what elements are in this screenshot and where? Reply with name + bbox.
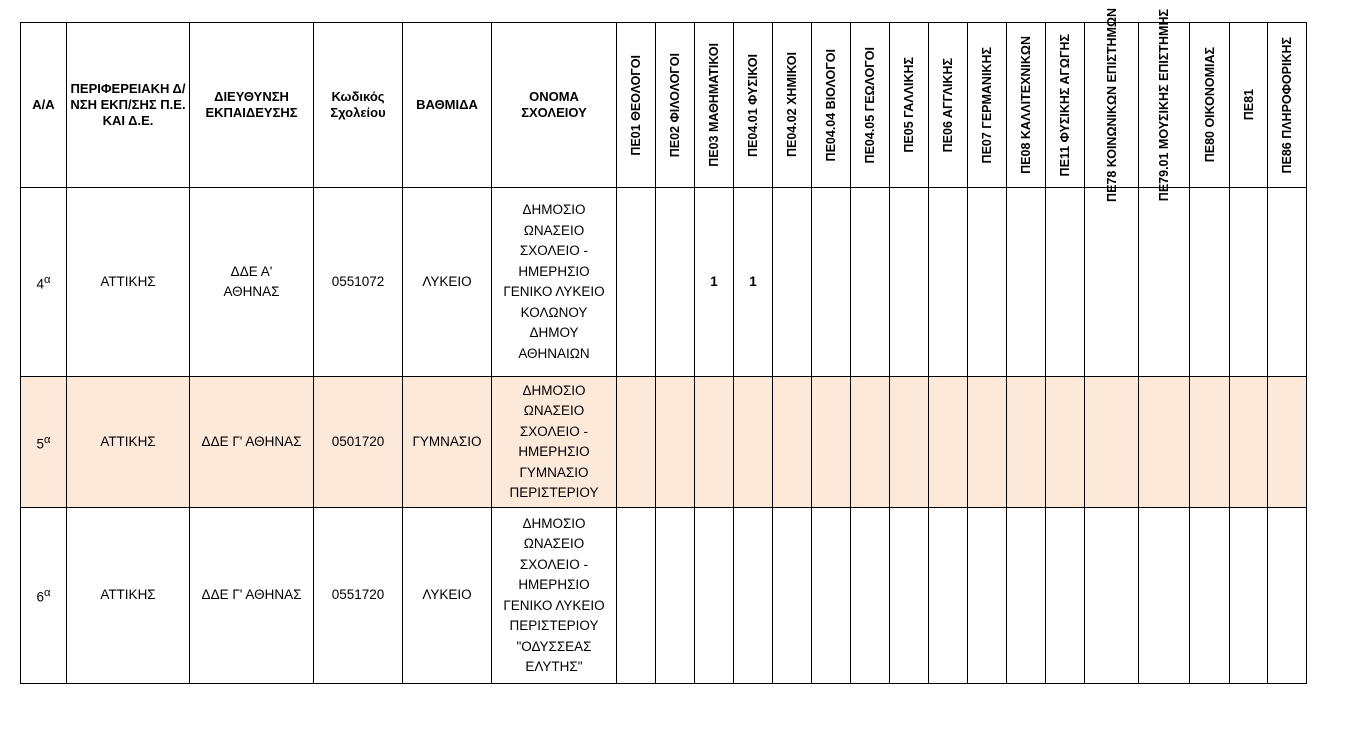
specialty-label: ΠΕ80 ΟΙΚΟΝΟΜΙΑΣ: [1202, 47, 1217, 163]
row-onoma: [492, 377, 617, 508]
count-cell: [890, 377, 929, 508]
row-vathmida: ΓΥΜΝΑΣΙΟ: [403, 377, 492, 508]
count-cell: [695, 377, 734, 508]
count-cell: [851, 188, 890, 377]
row-perifereia: ΑΤΤΙΚΗΣ: [67, 508, 190, 684]
count-cell: [1046, 377, 1085, 508]
row-kodikos: 0551072: [314, 188, 403, 377]
specialty-label: ΠΕ11 ΦΥΣΙΚΗΣ ΑΓΩΓΗΣ: [1058, 33, 1072, 177]
count-cell: [695, 508, 734, 684]
dieuthynsi-text: ΔΔΕ Α' ΑΘΗΝΑΣ: [223, 263, 280, 299]
specialty-label: ΠΕ78 ΚΟΙΝΩΝΙΚΩΝ ΕΠΙΣΤΗΜΩΝ: [1104, 8, 1119, 202]
count-cell: [1230, 188, 1268, 377]
header-specialty: [929, 23, 968, 188]
dieuthynsi-text: ΔΔΕ Γ' ΑΘΗΝΑΣ: [201, 587, 302, 603]
header-specialty: [851, 23, 890, 188]
count-cell: [734, 508, 773, 684]
count-cell: [929, 188, 968, 377]
specialty-label: ΠΕ06 ΑΓΓΛΙΚΗΣ: [941, 57, 955, 153]
count-cell: [1007, 377, 1046, 508]
header-specialty: [656, 23, 695, 188]
header-row: [21, 23, 1307, 188]
specialty-label: ΠΕ03 ΜΑΘΗΜΑΤΙΚΟΙ: [707, 43, 721, 167]
header-perifereia: [67, 23, 190, 188]
header-specialty: [968, 23, 1007, 188]
row-aa: [21, 188, 67, 377]
header-specialty: [1190, 23, 1230, 188]
count-cell: [968, 188, 1007, 377]
count-cell: [1085, 377, 1139, 508]
count-cell: [617, 508, 656, 684]
count-cell: [890, 188, 929, 377]
count-cell: 1: [695, 188, 734, 377]
aa-number: 5: [36, 436, 44, 451]
count-cell: 1: [734, 188, 773, 377]
aa-number: 4: [36, 276, 44, 291]
count-cell: [812, 188, 851, 377]
header-kodikos: [314, 23, 403, 188]
count-cell: [1230, 377, 1268, 508]
header-perifereia-text: ΠΕΡΙΦΕΡΕΙΑΚΗ Δ/ΝΣΗ ΕΚΠ/ΣΗΣ Π.Ε. ΚΑΙ Δ.Ε.: [70, 81, 186, 128]
count-cell: [968, 377, 1007, 508]
row-kodikos: 0551720: [314, 508, 403, 684]
row-onoma: [492, 508, 617, 684]
header-aa: Α/Α: [21, 23, 67, 188]
count-cell: [1085, 188, 1139, 377]
row-aa: [21, 377, 67, 508]
header-specialty: [1230, 23, 1268, 188]
header-dieuthynsi: [190, 23, 314, 188]
row-dieuthynsi: [190, 508, 314, 684]
specialty-label: ΠΕ79.01 ΜΟΥΣΙΚΗΣ ΕΠΙΣΤΗΜΗΣ: [1157, 8, 1171, 202]
specialty-label: ΠΕ04.04 ΒΙΟΛΟΓΟΙ: [824, 48, 838, 162]
count-cell: [1046, 508, 1085, 684]
count-cell: [851, 377, 890, 508]
count-cell: [773, 508, 812, 684]
count-cell: [968, 508, 1007, 684]
table-row: [21, 377, 1307, 508]
count-cell: [1190, 508, 1230, 684]
header-specialty: [812, 23, 851, 188]
specialty-label: ΠΕ04.05 ΓΕΩΛΟΓΟΙ: [863, 46, 877, 164]
header-dieuthynsi-text: ΔΙΕΥΘΥΝΣΗ ΕΚΠΑΙΔΕΥΣΗΣ: [205, 89, 298, 120]
count-cell: [851, 508, 890, 684]
row-vathmida: ΛΥΚΕΙΟ: [403, 508, 492, 684]
count-cell: [656, 508, 695, 684]
header-kodikos-text: Κωδικός Σχολείου: [330, 89, 386, 120]
header-specialty: [734, 23, 773, 188]
aa-suffix: α: [44, 433, 51, 446]
onoma-text: ΔΗΜΟΣΙΟ ΩΝΑΣΕΙΟ ΣΧΟΛΕΙΟ - ΗΜΕΡΗΣΙΟ ΓΕΝΙΚΟ ΛΥΚΕΙΟ ΚΟΛΩΝΟΥ ΔΗΜΟΥ ΑΘΗΝΑΙΩΝ: [503, 202, 605, 361]
specialty-label: ΠΕ86 ΠΛΗΡΟΦΟΡΙΚΗΣ: [1280, 36, 1294, 174]
count-cell: [773, 377, 812, 508]
row-dieuthynsi: [190, 188, 314, 377]
header-vathmida: ΒΑΘΜΙΔΑ: [403, 23, 492, 188]
count-cell: [812, 377, 851, 508]
header-specialty: [1085, 8, 1139, 202]
aa-suffix: α: [44, 273, 51, 286]
specialty-label: ΠΕ81: [1241, 89, 1256, 121]
count-cell: [617, 188, 656, 377]
header-onoma-text: ΟΝΟΜΑ ΣΧΟΛΕΙΟΥ: [521, 89, 587, 120]
row-vathmida: ΛΥΚΕΙΟ: [403, 188, 492, 377]
header-specialty: [773, 23, 812, 188]
aa-number: 6: [36, 589, 44, 605]
table-row: [21, 508, 1307, 684]
count-cell: [1268, 508, 1307, 684]
count-cell: [812, 508, 851, 684]
row-dieuthynsi: [190, 377, 314, 508]
count-cell: [1046, 188, 1085, 377]
count-cell: [1139, 508, 1190, 684]
count-cell: [1007, 188, 1046, 377]
header-specialty: [1007, 23, 1046, 188]
onoma-text: ΔΗΜΟΣΙΟ ΩΝΑΣΕΙΟ ΣΧΟΛΕΙΟ - ΗΜΕΡΗΣΙΟ ΓΕΝΙΚΟ ΛΥΚΕΙΟ ΠΕΡΙΣΤΕΡΙΟΥ "ΟΔΥΣΣΕΑΣ ΕΛΥΤΗΣ": [503, 515, 605, 674]
aa-suffix: α: [44, 587, 51, 599]
count-cell: [656, 377, 695, 508]
specialty-label: ΠΕ05 ΓΑΛΛΙΚΗΣ: [902, 57, 916, 153]
count-cell: [773, 188, 812, 377]
row-aa: [21, 508, 67, 684]
table-row: [21, 188, 1307, 377]
count-cell: [929, 508, 968, 684]
dieuthynsi-text: ΔΔΕ Γ' ΑΘΗΝΑΣ: [201, 433, 302, 449]
header-specialty: [1268, 23, 1307, 188]
count-cell: [1007, 508, 1046, 684]
specialty-label: ΠΕ08 ΚΑΛΛΙΤΕΧΝΙΚΩΝ: [1019, 36, 1033, 174]
header-specialty: [1139, 8, 1190, 202]
count-cell: [1139, 188, 1190, 377]
specialty-label: ΠΕ04.02 ΧΗΜΙΚΟΙ: [785, 52, 799, 158]
onoma-text: ΔΗΜΟΣΙΟ ΩΝΑΣΕΙΟ ΣΧΟΛΕΙΟ - ΗΜΕΡΗΣΙΟ ΓΥΜΝΑΣΙΟ ΠΕΡΙΣΤΕΡΙΟΥ: [509, 382, 599, 500]
count-cell: [1085, 508, 1139, 684]
header-specialty: [695, 23, 734, 188]
header-specialty: [890, 23, 929, 188]
header-specialty: [617, 23, 656, 188]
count-cell: [1139, 377, 1190, 508]
specialty-label: ΠΕ04.01 ΦΥΣΙΚΟΙ: [746, 53, 760, 157]
header-specialty: [1046, 23, 1085, 188]
count-cell: [1190, 188, 1230, 377]
count-cell: [617, 377, 656, 508]
school-vacancies-table: [20, 8, 1307, 684]
specialty-label: ΠΕ02 ΦΙΛΟΛΟΓΟΙ: [668, 52, 682, 158]
count-cell: [1268, 377, 1307, 508]
count-cell: [929, 377, 968, 508]
count-cell: [734, 377, 773, 508]
row-perifereia: ΑΤΤΙΚΗΣ: [67, 377, 190, 508]
count-cell: [1230, 508, 1268, 684]
specialty-label: ΠΕ07 ΓΕΡΜΑΝΙΚΗΣ: [980, 46, 994, 164]
count-cell: [1268, 188, 1307, 377]
table-body: [21, 188, 1307, 684]
specialty-label: ΠΕ01 ΘΕΟΛΟΓΟΙ: [629, 54, 643, 156]
count-cell: [890, 508, 929, 684]
row-onoma: [492, 188, 617, 377]
row-perifereia: ΑΤΤΙΚΗΣ: [67, 188, 190, 377]
header-onoma: [492, 23, 617, 188]
count-cell: [656, 188, 695, 377]
count-cell: [1190, 377, 1230, 508]
row-kodikos: 0501720: [314, 377, 403, 508]
